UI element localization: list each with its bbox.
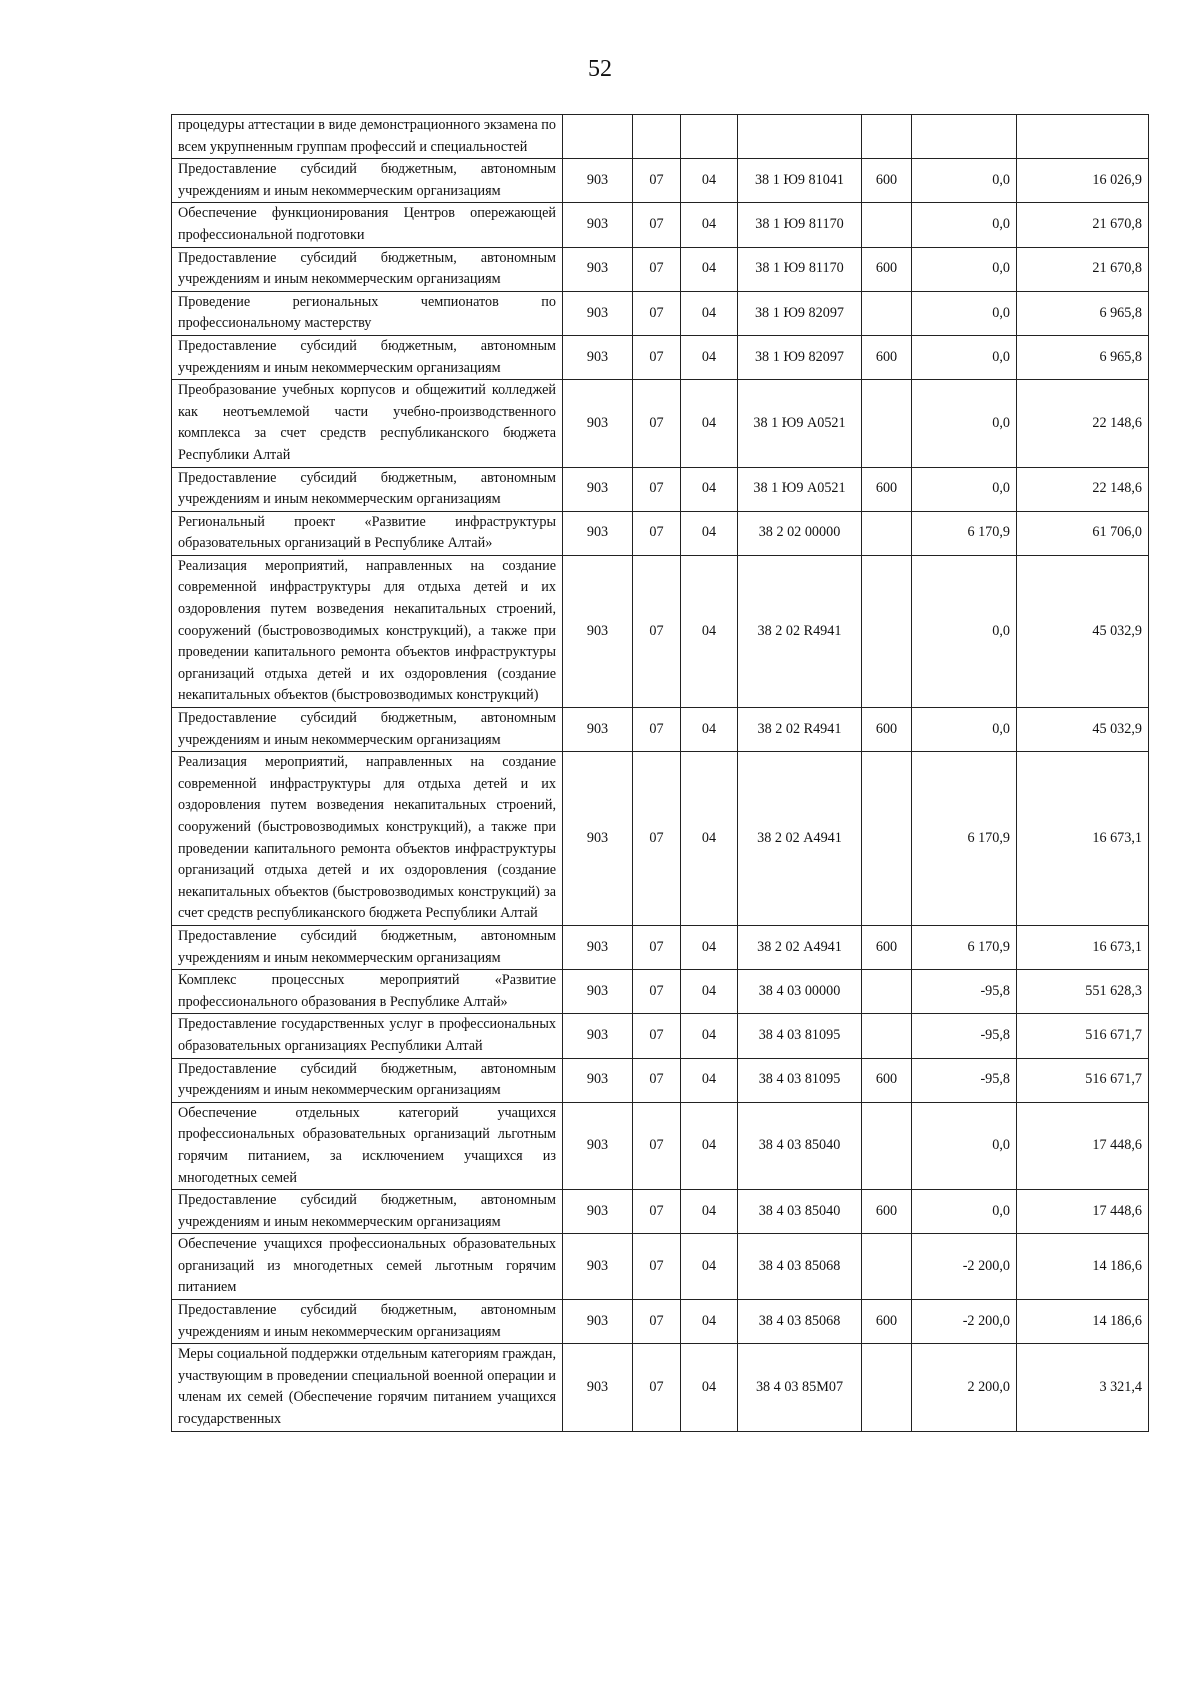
section-code-cell: 07	[633, 159, 681, 203]
target-article-cell: 38 2 02 R4941	[738, 555, 862, 707]
total-amount-cell: 14 186,6	[1017, 1234, 1149, 1300]
ministry-code-cell: 903	[563, 555, 633, 707]
table-row	[172, 925, 1149, 969]
ministry-code-cell: 903	[563, 380, 633, 467]
change-amount-cell: -95,8	[912, 1014, 1017, 1058]
change-amount-cell: 0,0	[912, 1102, 1017, 1189]
subsection-code-cell: 04	[681, 708, 738, 752]
change-amount-cell: 0,0	[912, 555, 1017, 707]
expense-type-cell: 600	[862, 1300, 912, 1344]
subsection-code-cell: 04	[681, 1300, 738, 1344]
total-amount-cell: 17 448,6	[1017, 1102, 1149, 1189]
row-name-cell: Предоставление субсидий бюджетным, автономным учреждениям и иным некоммерческим организациям	[172, 247, 563, 291]
subsection-code-cell	[681, 115, 738, 159]
subsection-code-cell: 04	[681, 1234, 738, 1300]
expense-type-cell	[862, 1014, 912, 1058]
table-row	[172, 1190, 1149, 1234]
target-article-cell	[738, 115, 862, 159]
row-name-cell: Предоставление субсидий бюджетным, автономным учреждениям и иным некоммерческим организациям	[172, 1300, 563, 1344]
expense-type-cell: 600	[862, 1058, 912, 1102]
table-row	[172, 247, 1149, 291]
ministry-code-cell	[563, 115, 633, 159]
total-amount-cell: 551 628,3	[1017, 970, 1149, 1014]
table-row	[172, 380, 1149, 467]
change-amount-cell	[912, 115, 1017, 159]
subsection-code-cell: 04	[681, 1344, 738, 1431]
table-row	[172, 970, 1149, 1014]
change-amount-cell: 6 170,9	[912, 511, 1017, 555]
subsection-code-cell: 04	[681, 247, 738, 291]
target-article-cell: 38 4 03 85068	[738, 1300, 862, 1344]
row-name-cell: Комплекс процессных мероприятий «Развитие профессионального образования в Республике Алтай»	[172, 970, 563, 1014]
expense-type-cell	[862, 203, 912, 247]
change-amount-cell: 0,0	[912, 1190, 1017, 1234]
expense-type-cell: 600	[862, 925, 912, 969]
subsection-code-cell: 04	[681, 467, 738, 511]
section-code-cell: 07	[633, 1190, 681, 1234]
section-code-cell: 07	[633, 203, 681, 247]
table-row	[172, 1300, 1149, 1344]
total-amount-cell: 17 448,6	[1017, 1190, 1149, 1234]
total-amount-cell: 6 965,8	[1017, 335, 1149, 379]
total-amount-cell: 3 321,4	[1017, 1344, 1149, 1431]
subsection-code-cell: 04	[681, 380, 738, 467]
target-article-cell: 38 1 Ю9 81170	[738, 247, 862, 291]
row-name-cell: Региональный проект «Развитие инфраструктуры образовательных организаций в Республике Алтай»	[172, 511, 563, 555]
budget-table	[171, 114, 1149, 1432]
section-code-cell: 07	[633, 1014, 681, 1058]
subsection-code-cell: 04	[681, 203, 738, 247]
expense-type-cell	[862, 1102, 912, 1189]
ministry-code-cell: 903	[563, 1300, 633, 1344]
ministry-code-cell: 903	[563, 970, 633, 1014]
section-code-cell: 07	[633, 1344, 681, 1431]
ministry-code-cell: 903	[563, 1190, 633, 1234]
total-amount-cell: 6 965,8	[1017, 291, 1149, 335]
table-row	[172, 1058, 1149, 1102]
target-article-cell: 38 4 03 85040	[738, 1102, 862, 1189]
total-amount-cell: 16 673,1	[1017, 752, 1149, 926]
change-amount-cell: 6 170,9	[912, 752, 1017, 926]
section-code-cell: 07	[633, 511, 681, 555]
row-name-cell: Предоставление субсидий бюджетным, автономным учреждениям и иным некоммерческим организациям	[172, 708, 563, 752]
table-row	[172, 708, 1149, 752]
total-amount-cell: 21 670,8	[1017, 203, 1149, 247]
total-amount-cell	[1017, 115, 1149, 159]
total-amount-cell: 16 673,1	[1017, 925, 1149, 969]
expense-type-cell: 600	[862, 1190, 912, 1234]
expense-type-cell: 600	[862, 159, 912, 203]
row-name-cell: Предоставление субсидий бюджетным, автономным учреждениям и иным некоммерческим организациям	[172, 925, 563, 969]
ministry-code-cell: 903	[563, 925, 633, 969]
target-article-cell: 38 2 02 А4941	[738, 925, 862, 969]
target-article-cell: 38 1 Ю9 А0521	[738, 380, 862, 467]
row-name-cell: Обеспечение отдельных категорий учащихся профессиональных образовательных организаций льготным горячим питанием, за исключением учащихся из многодетных семей	[172, 1102, 563, 1189]
ministry-code-cell: 903	[563, 203, 633, 247]
ministry-code-cell: 903	[563, 1102, 633, 1189]
total-amount-cell: 45 032,9	[1017, 555, 1149, 707]
table-row	[172, 335, 1149, 379]
change-amount-cell: 0,0	[912, 247, 1017, 291]
section-code-cell: 07	[633, 1058, 681, 1102]
section-code-cell: 07	[633, 335, 681, 379]
section-code-cell: 07	[633, 1234, 681, 1300]
expense-type-cell	[862, 291, 912, 335]
subsection-code-cell: 04	[681, 159, 738, 203]
section-code-cell: 07	[633, 555, 681, 707]
expense-type-cell	[862, 1234, 912, 1300]
ministry-code-cell: 903	[563, 1058, 633, 1102]
subsection-code-cell: 04	[681, 1102, 738, 1189]
section-code-cell: 07	[633, 970, 681, 1014]
total-amount-cell: 16 026,9	[1017, 159, 1149, 203]
section-code-cell: 07	[633, 752, 681, 926]
target-article-cell: 38 4 03 85068	[738, 1234, 862, 1300]
target-article-cell: 38 2 02 А4941	[738, 752, 862, 926]
change-amount-cell: 2 200,0	[912, 1344, 1017, 1431]
row-name-cell: Преобразование учебных корпусов и общежитий колледжей как неотъемлемой части учебно-производственного комплекса за счет средств республиканского бюджета Республики Алтай	[172, 380, 563, 467]
ministry-code-cell: 903	[563, 1234, 633, 1300]
table-row	[172, 115, 1149, 159]
row-name-cell: Реализация мероприятий, направленных на создание современной инфраструктуры для отдыха детей и их оздоровления путем возведения некапитальных строений, сооружений (быстровозводимых конструкций), а также при проведении капитального ремонта объектов инфраструктуры организаций отдыха детей и их оздоровления (создание некапитальных объектов (быстровозводимых конструкций)	[172, 555, 563, 707]
table-row	[172, 1014, 1149, 1058]
subsection-code-cell: 04	[681, 752, 738, 926]
subsection-code-cell: 04	[681, 291, 738, 335]
target-article-cell: 38 4 03 81095	[738, 1014, 862, 1058]
expense-type-cell	[862, 511, 912, 555]
target-article-cell: 38 2 02 R4941	[738, 708, 862, 752]
table-row	[172, 555, 1149, 707]
row-name-cell: Обеспечение функционирования Центров опережающей профессиональной подготовки	[172, 203, 563, 247]
target-article-cell: 38 4 03 00000	[738, 970, 862, 1014]
ministry-code-cell: 903	[563, 752, 633, 926]
target-article-cell: 38 1 Ю9 81041	[738, 159, 862, 203]
table-row	[172, 1344, 1149, 1431]
expense-type-cell	[862, 555, 912, 707]
section-code-cell: 07	[633, 467, 681, 511]
target-article-cell: 38 4 03 81095	[738, 1058, 862, 1102]
target-article-cell: 38 1 Ю9 81170	[738, 203, 862, 247]
change-amount-cell: 0,0	[912, 380, 1017, 467]
ministry-code-cell: 903	[563, 467, 633, 511]
total-amount-cell: 45 032,9	[1017, 708, 1149, 752]
ministry-code-cell: 903	[563, 708, 633, 752]
total-amount-cell: 14 186,6	[1017, 1300, 1149, 1344]
total-amount-cell: 61 706,0	[1017, 511, 1149, 555]
change-amount-cell: 0,0	[912, 203, 1017, 247]
section-code-cell: 07	[633, 291, 681, 335]
change-amount-cell: 0,0	[912, 467, 1017, 511]
table-row	[172, 511, 1149, 555]
subsection-code-cell: 04	[681, 511, 738, 555]
expense-type-cell: 600	[862, 467, 912, 511]
ministry-code-cell: 903	[563, 291, 633, 335]
row-name-cell: Меры социальной поддержки отдельным категориям граждан, участвующим в проведении специальной военной операции и членам их семей (Обеспечение горячим питанием учащихся государственных	[172, 1344, 563, 1431]
section-code-cell: 07	[633, 708, 681, 752]
section-code-cell: 07	[633, 247, 681, 291]
change-amount-cell: -2 200,0	[912, 1300, 1017, 1344]
total-amount-cell: 22 148,6	[1017, 380, 1149, 467]
ministry-code-cell: 903	[563, 511, 633, 555]
target-article-cell: 38 1 Ю9 82097	[738, 335, 862, 379]
target-article-cell: 38 1 Ю9 А0521	[738, 467, 862, 511]
change-amount-cell: -2 200,0	[912, 1234, 1017, 1300]
row-name-cell: Обеспечение учащихся профессиональных образовательных организаций из многодетных семей льготным горячим питанием	[172, 1234, 563, 1300]
ministry-code-cell: 903	[563, 247, 633, 291]
change-amount-cell: 0,0	[912, 335, 1017, 379]
table-row	[172, 1102, 1149, 1189]
table-body	[172, 115, 1149, 1432]
ministry-code-cell: 903	[563, 159, 633, 203]
ministry-code-cell: 903	[563, 1014, 633, 1058]
section-code-cell	[633, 115, 681, 159]
subsection-code-cell: 04	[681, 1014, 738, 1058]
row-name-cell: Предоставление субсидий бюджетным, автономным учреждениям и иным некоммерческим организациям	[172, 467, 563, 511]
change-amount-cell: 0,0	[912, 708, 1017, 752]
section-code-cell: 07	[633, 925, 681, 969]
total-amount-cell: 516 671,7	[1017, 1014, 1149, 1058]
table-row	[172, 203, 1149, 247]
change-amount-cell: 0,0	[912, 159, 1017, 203]
ministry-code-cell: 903	[563, 1344, 633, 1431]
table-row	[172, 752, 1149, 926]
expense-type-cell	[862, 752, 912, 926]
row-name-cell: Проведение региональных чемпионатов по профессиональному мастерству	[172, 291, 563, 335]
row-name-cell: процедуры аттестации в виде демонстрационного экзамена по всем укрупненным группам профессий и специальностей	[172, 115, 563, 159]
section-code-cell: 07	[633, 380, 681, 467]
change-amount-cell: -95,8	[912, 1058, 1017, 1102]
expense-type-cell	[862, 115, 912, 159]
expense-type-cell	[862, 380, 912, 467]
expense-type-cell	[862, 1344, 912, 1431]
table-row	[172, 1234, 1149, 1300]
change-amount-cell: 0,0	[912, 291, 1017, 335]
subsection-code-cell: 04	[681, 1190, 738, 1234]
row-name-cell: Предоставление субсидий бюджетным, автономным учреждениям и иным некоммерческим организациям	[172, 335, 563, 379]
row-name-cell: Реализация мероприятий, направленных на создание современной инфраструктуры для отдыха детей и их оздоровления путем возведения некапитальных строений, сооружений (быстровозводимых конструкций), а также при проведении капитального ремонта объектов инфраструктуры организаций отдыха детей и их оздоровления (создание некапитальных объектов (быстровозводимых конструкций) за счет средств республиканского бюджета Республики Алтай	[172, 752, 563, 926]
target-article-cell: 38 2 02 00000	[738, 511, 862, 555]
change-amount-cell: 6 170,9	[912, 925, 1017, 969]
expense-type-cell: 600	[862, 247, 912, 291]
subsection-code-cell: 04	[681, 335, 738, 379]
ministry-code-cell: 903	[563, 335, 633, 379]
expense-type-cell	[862, 970, 912, 1014]
subsection-code-cell: 04	[681, 555, 738, 707]
expense-type-cell: 600	[862, 708, 912, 752]
table-row	[172, 467, 1149, 511]
target-article-cell: 38 4 03 85М07	[738, 1344, 862, 1431]
change-amount-cell: -95,8	[912, 970, 1017, 1014]
row-name-cell: Предоставление государственных услуг в профессиональных образовательных организациях Республики Алтай	[172, 1014, 563, 1058]
target-article-cell: 38 4 03 85040	[738, 1190, 862, 1234]
subsection-code-cell: 04	[681, 1058, 738, 1102]
row-name-cell: Предоставление субсидий бюджетным, автономным учреждениям и иным некоммерческим организациям	[172, 159, 563, 203]
row-name-cell: Предоставление субсидий бюджетным, автономным учреждениям и иным некоммерческим организациям	[172, 1190, 563, 1234]
section-code-cell: 07	[633, 1300, 681, 1344]
page-number: 52	[588, 56, 612, 82]
total-amount-cell: 516 671,7	[1017, 1058, 1149, 1102]
total-amount-cell: 21 670,8	[1017, 247, 1149, 291]
total-amount-cell: 22 148,6	[1017, 467, 1149, 511]
table-row	[172, 159, 1149, 203]
subsection-code-cell: 04	[681, 925, 738, 969]
table-row	[172, 291, 1149, 335]
expense-type-cell: 600	[862, 335, 912, 379]
subsection-code-cell: 04	[681, 970, 738, 1014]
target-article-cell: 38 1 Ю9 82097	[738, 291, 862, 335]
row-name-cell: Предоставление субсидий бюджетным, автономным учреждениям и иным некоммерческим организациям	[172, 1058, 563, 1102]
section-code-cell: 07	[633, 1102, 681, 1189]
